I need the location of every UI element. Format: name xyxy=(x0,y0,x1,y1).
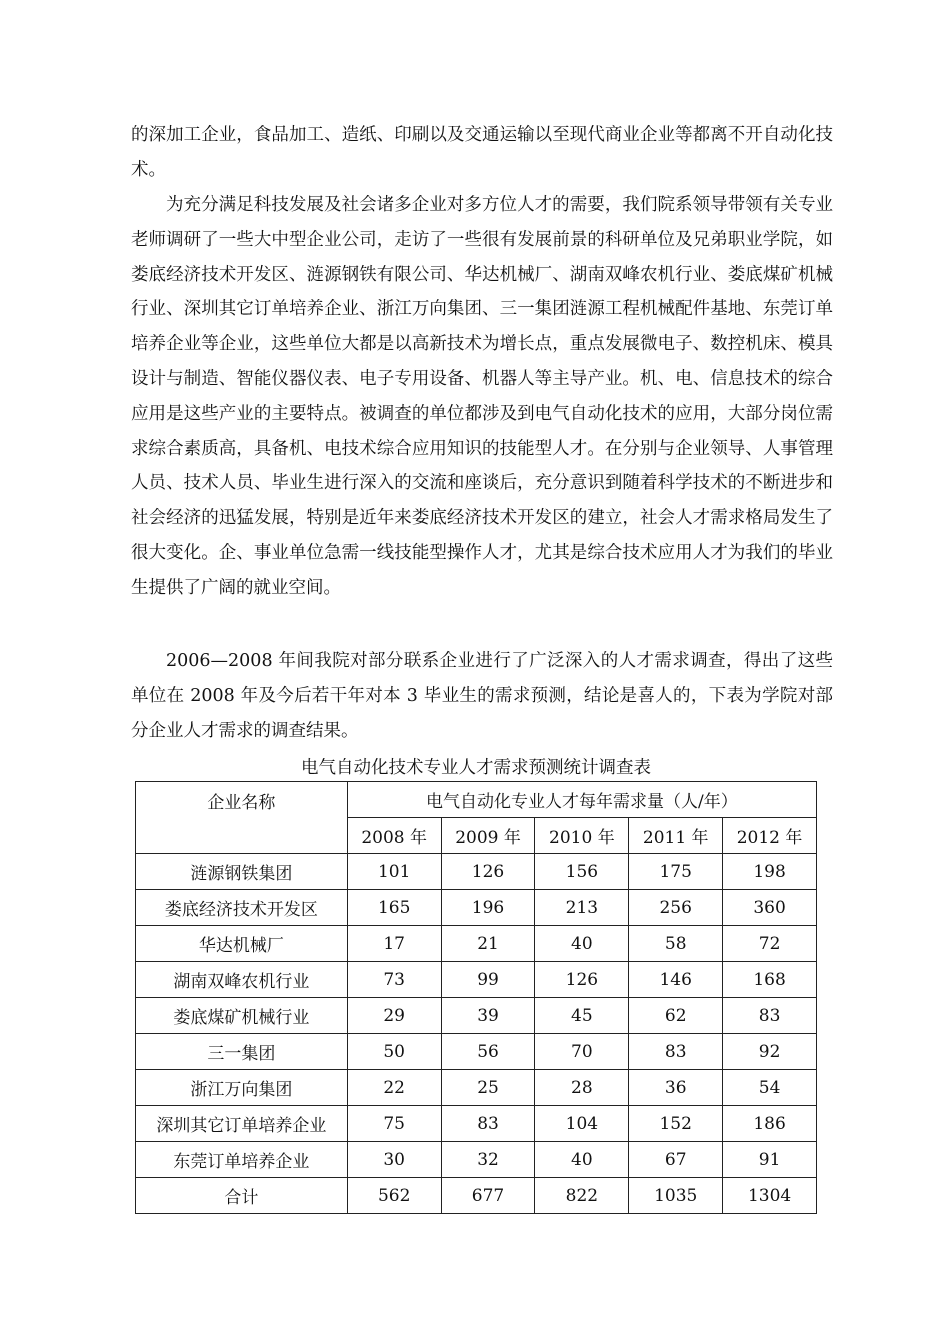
year-header: 2009 年 xyxy=(441,818,535,854)
value-cell: 39 xyxy=(441,998,535,1034)
value-cell: 30 xyxy=(347,1142,441,1178)
table-row xyxy=(136,926,817,962)
table-total-row xyxy=(136,1178,817,1214)
paragraph-1: 的深加工企业，食品加工、造纸、印刷以及交通运输以至现代商业企业等都离不开自动化技术。 xyxy=(131,125,833,180)
company-name-cell: 娄底经济技术开发区 xyxy=(136,890,348,926)
value-cell: 168 xyxy=(723,962,817,998)
value-cell: 196 xyxy=(441,890,535,926)
value-cell: 29 xyxy=(347,998,441,1034)
value-cell: 25 xyxy=(441,1070,535,1106)
value-cell: 91 xyxy=(723,1142,817,1178)
year-header: 2011 年 xyxy=(629,818,723,854)
value-cell: 152 xyxy=(629,1106,723,1142)
table-row xyxy=(136,1034,817,1070)
value-cell: 360 xyxy=(723,890,817,926)
company-name-header: 企业名称 xyxy=(136,782,348,854)
value-cell: 45 xyxy=(535,998,629,1034)
value-cell: 58 xyxy=(629,926,723,962)
value-cell: 83 xyxy=(629,1034,723,1070)
company-name-cell: 三一集团 xyxy=(136,1034,348,1070)
value-cell: 146 xyxy=(629,962,723,998)
value-cell: 101 xyxy=(347,854,441,890)
year-header: 2008 年 xyxy=(347,818,441,854)
value-cell: 104 xyxy=(535,1106,629,1142)
table-row xyxy=(136,998,817,1034)
company-name-cell: 浙江万向集团 xyxy=(136,1070,348,1106)
total-label-cell: 合计 xyxy=(136,1178,348,1214)
value-cell: 213 xyxy=(535,890,629,926)
company-name-cell: 东莞订单培养企业 xyxy=(136,1142,348,1178)
value-cell: 67 xyxy=(629,1142,723,1178)
demand-table xyxy=(135,781,817,1214)
table-row xyxy=(136,1142,817,1178)
paragraph-3: 2006—2008 年间我院对部分联系企业进行了广泛深入的人才需求调查，得出了这些单位在 2008 年及今后若干年对本 3 毕业生的需求预测，结论是喜人的，下表为学院对部分企业人才需求的调查结果。 xyxy=(131,651,833,741)
value-cell: 56 xyxy=(441,1034,535,1070)
total-value-cell: 1035 xyxy=(629,1178,723,1214)
table-caption: 电气自动化技术专业人才需求预测统计调查表 xyxy=(301,758,651,778)
table-header-row xyxy=(136,782,817,818)
value-cell: 256 xyxy=(629,890,723,926)
total-value-cell: 822 xyxy=(535,1178,629,1214)
value-cell: 186 xyxy=(723,1106,817,1142)
value-cell: 73 xyxy=(347,962,441,998)
value-cell: 83 xyxy=(441,1106,535,1142)
value-cell: 83 xyxy=(723,998,817,1034)
value-cell: 72 xyxy=(723,926,817,962)
value-cell: 54 xyxy=(723,1070,817,1106)
value-cell: 99 xyxy=(441,962,535,998)
value-cell: 126 xyxy=(441,854,535,890)
value-cell: 22 xyxy=(347,1070,441,1106)
total-value-cell: 562 xyxy=(347,1178,441,1214)
value-cell: 156 xyxy=(535,854,629,890)
value-cell: 175 xyxy=(629,854,723,890)
value-cell: 17 xyxy=(347,926,441,962)
value-cell: 50 xyxy=(347,1034,441,1070)
company-name-cell: 湖南双峰农机行业 xyxy=(136,962,348,998)
value-cell: 70 xyxy=(535,1034,629,1070)
value-cell: 165 xyxy=(347,890,441,926)
company-name-cell: 娄底煤矿机械行业 xyxy=(136,998,348,1034)
table-row xyxy=(136,1106,817,1142)
value-cell: 75 xyxy=(347,1106,441,1142)
table-row xyxy=(136,854,817,890)
value-cell: 40 xyxy=(535,926,629,962)
value-cell: 92 xyxy=(723,1034,817,1070)
company-name-cell: 华达机械厂 xyxy=(136,926,348,962)
total-value-cell: 1304 xyxy=(723,1178,817,1214)
value-cell: 21 xyxy=(441,926,535,962)
table-row xyxy=(136,1070,817,1106)
company-name-cell: 深圳其它订单培养企业 xyxy=(136,1106,348,1142)
table-row xyxy=(136,962,817,998)
year-header: 2010 年 xyxy=(535,818,629,854)
value-cell: 28 xyxy=(535,1070,629,1106)
demand-group-header: 电气自动化专业人才每年需求量（人/年） xyxy=(347,782,816,818)
table-row xyxy=(136,890,817,926)
paragraph-2: 为充分满足科技发展及社会诸多企业对多方位人才的需要，我们院系领导带领有关专业老师调研了一些大中型企业公司，走访了一些很有发展前景的科研单位及兄弟职业学院，如娄底经济技术开发区、涟源钢铁有限公司、华达机械厂、湖南双峰农机行业、娄底煤矿机械行业、深圳其它订单培养企业、浙江万向集团、三一集团涟源工程机械配件基地、东莞订单培养企业等企业，这些单位大都是以高新技术为增长点，重点发展微电子、数控机床、模具设计与制造、智能仪器仪表、电子专用设备、机器人等主导产业。机、电、信息技术的综合应用是这些产业的主要特点。被调查的单位都涉及到电气自动化技术的应用，大部分岗位需求综合素质高，具备机、电技术综合应用知识的技能型人才。在分别与企业领导、人事管理人员、技术人员、毕业生进行深入的交流和座谈后，充分意识到随着科学技术的不断进步和社会经济的迅猛发展，特别是近年来娄底经济技术开发区的建立，社会人才需求格局发生了很大变化。企、事业单位急需一线技能型操作人才，尤其是综合技术应用人才为我们的毕业生提供了广阔的就业空间。 xyxy=(131,195,833,598)
value-cell: 62 xyxy=(629,998,723,1034)
value-cell: 126 xyxy=(535,962,629,998)
value-cell: 198 xyxy=(723,854,817,890)
company-name-cell: 涟源钢铁集团 xyxy=(136,854,348,890)
value-cell: 40 xyxy=(535,1142,629,1178)
total-value-cell: 677 xyxy=(441,1178,535,1214)
value-cell: 36 xyxy=(629,1070,723,1106)
year-header: 2012 年 xyxy=(723,818,817,854)
value-cell: 32 xyxy=(441,1142,535,1178)
